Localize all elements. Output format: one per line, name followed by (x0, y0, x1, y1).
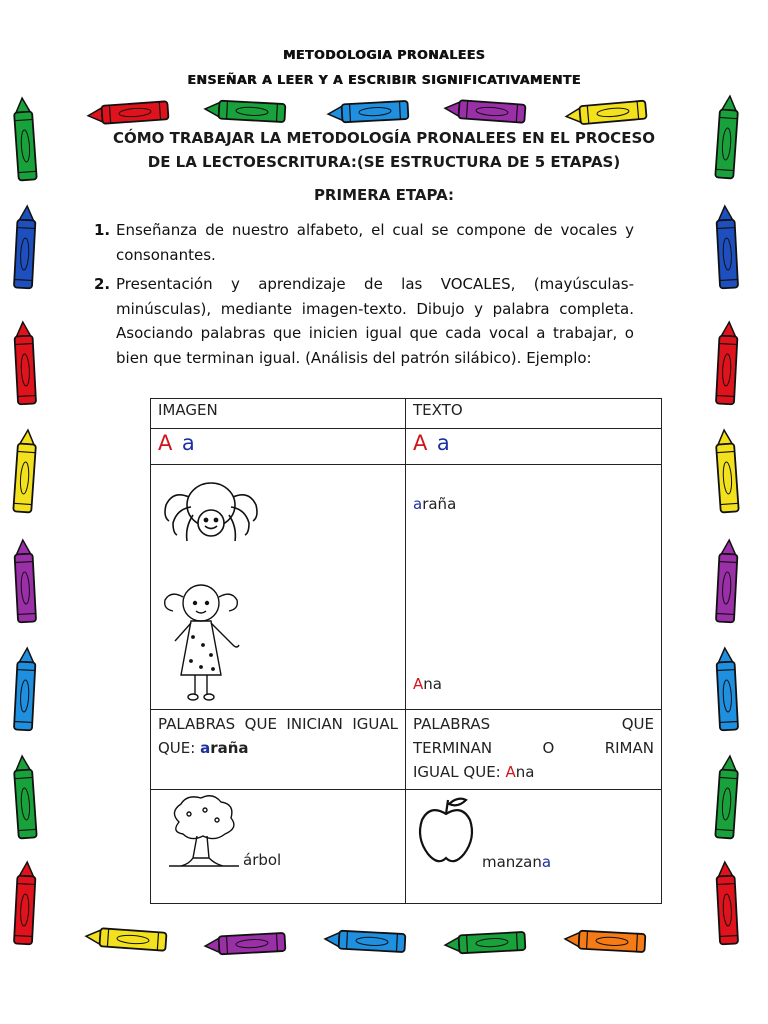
title-line-2: DE LA LECTOESCRITURA:(SE ESTRUCTURA DE 5 ETAPAS) (147, 153, 621, 171)
word-arana: araña (413, 495, 457, 513)
item-number: 1. (94, 221, 111, 239)
spider-icon (165, 483, 257, 541)
start-words-label: PALABRAS QUE INICIAN IGUAL QUE: araña (151, 710, 406, 790)
word-arbol: árbol (243, 851, 282, 869)
header-line-2: ENSEÑAR A LEER Y A ESCRIBIR SIGNIFICATIVAMENTE (187, 72, 581, 87)
title-line-1: CÓMO TRABAJAR LA METODOLOGÍA PRONALEES EN EL PROCESO (113, 129, 655, 147)
vowel-cell-right: A a (406, 429, 662, 465)
spider-and-girl-illustration (151, 465, 401, 705)
girl-icon (165, 585, 239, 700)
table-header-text: TEXTO (406, 399, 662, 429)
item-number: 2. (94, 275, 111, 293)
list-item (94, 272, 634, 370)
tree-cell (151, 790, 406, 904)
header-line-1: METODOLOGIA PRONALEES (282, 47, 486, 62)
images-cell (151, 465, 406, 710)
stage-heading: PRIMERA ETAPA: (313, 186, 455, 204)
tree-icon (159, 792, 249, 872)
apple-icon (410, 792, 490, 872)
list-item (94, 218, 634, 267)
apple-cell (406, 790, 662, 904)
example-table (150, 398, 662, 904)
item-text: Enseñanza de nuestro alfabeto, el cual se compone de vocales y consonantes. (116, 221, 634, 264)
rhyme-words-label: PALABRAS QUE TERMINAN O RIMAN IGUAL QUE: Ana (406, 710, 662, 790)
word-manzana: manzana (482, 853, 552, 871)
table-header-image: IMAGEN (151, 399, 406, 429)
vowel-cell-left: A a (151, 429, 406, 465)
words-cell (406, 465, 662, 710)
word-ana: Ana (413, 675, 442, 693)
item-text: Presentación y aprendizaje de las VOCALES, (mayúsculas-minúsculas), mediante imagen-texto. Dibujo y palabra completa. Asociando palabras que inicien igual que cada vocal a trabajar, o bien que terminan igual. (Análisis del patrón silábico). Ejemplo: (116, 275, 634, 367)
